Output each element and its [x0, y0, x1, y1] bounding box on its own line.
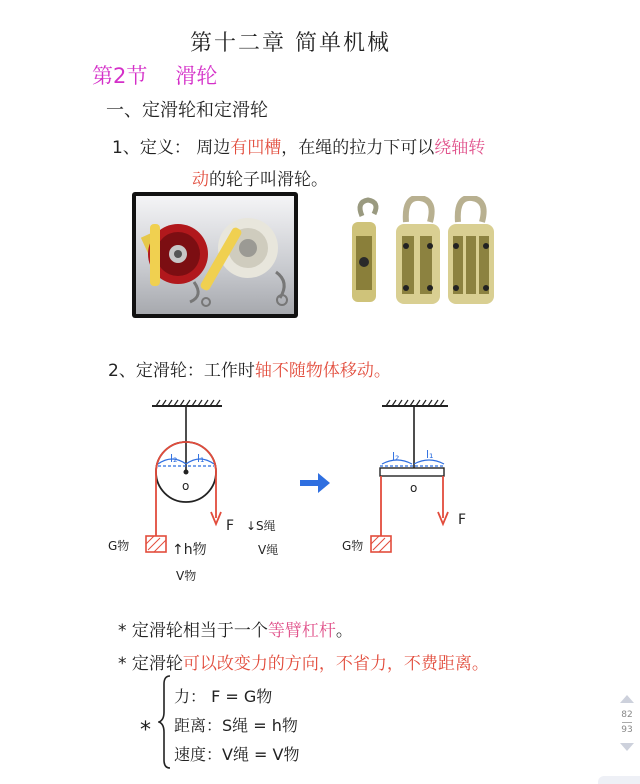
- right-F: F: [458, 512, 467, 528]
- pulley-photo-2: [340, 196, 500, 316]
- right-g: G物: [342, 539, 364, 553]
- brace-icon: [158, 674, 172, 770]
- heading-2-red: 轴不随物体移动。: [254, 361, 391, 381]
- definition-text-2: 有凹槽: [230, 138, 282, 158]
- summary-speed: 速度：V绳 = V物: [174, 745, 300, 764]
- right-l2: l₂: [392, 450, 400, 463]
- page-current: 82: [621, 710, 633, 720]
- section-name: 滑轮: [175, 64, 218, 88]
- right-o: o: [410, 481, 418, 495]
- left-h: ↑h物: [172, 542, 207, 558]
- fixed-pulley-diagram: [100, 392, 540, 588]
- note-1-suffix: 。: [335, 621, 353, 641]
- page-total: 93: [621, 725, 633, 735]
- transform-arrow-icon: [300, 473, 330, 493]
- definition-label: 1、定义：: [112, 138, 191, 158]
- left-o: o: [182, 479, 190, 493]
- page-down-icon[interactable]: [614, 740, 640, 754]
- page-up-icon[interactable]: [614, 692, 640, 706]
- heading-2-label: 2、定滑轮：工作时: [108, 361, 255, 381]
- left-l1: l₁: [197, 452, 205, 465]
- heading-2: [108, 356, 391, 381]
- left-l2: l₂: [170, 452, 178, 465]
- summary-distance: 距离：S绳 = h物: [174, 716, 298, 735]
- definition-text-6: 的轮子叫滑轮。: [209, 170, 328, 190]
- note-2-red: 可以改变力的方向，不省力，不费距离。: [182, 654, 489, 674]
- chapter-title: 第十二章 简单机械: [190, 31, 391, 56]
- summary-star: *: [140, 718, 151, 743]
- definition: [112, 132, 485, 196]
- pulley-photo-1: [132, 192, 298, 318]
- note-1: [118, 616, 353, 641]
- right-l1: l₁: [426, 448, 434, 461]
- left-v: V绳: [258, 543, 279, 557]
- section-number: 第2节: [92, 64, 148, 88]
- note-2-prefix: * 定滑轮: [118, 654, 183, 674]
- definition-text-3: ，在绳的拉力下可以: [281, 138, 435, 158]
- left-vw: V物: [176, 569, 197, 583]
- definition-text-5: 动: [192, 170, 209, 190]
- scroll-handle[interactable]: [598, 776, 640, 784]
- page-indicator: [614, 692, 640, 784]
- heading-1: 一、定滑轮和定滑轮: [106, 100, 268, 121]
- definition-text-4: 绕轴转: [434, 138, 486, 158]
- left-s: ↓S绳: [246, 519, 276, 533]
- note-2: [118, 649, 489, 674]
- section-heading: [92, 60, 217, 90]
- left-g: G物: [108, 539, 130, 553]
- left-F: F: [226, 518, 235, 534]
- definition-text-1: 周边: [196, 138, 231, 158]
- note-1-prefix: * 定滑轮相当于一个: [118, 621, 268, 641]
- note-1-pink: 等臂杠杆: [267, 621, 336, 641]
- summary-force: 力： F = G物: [174, 687, 273, 706]
